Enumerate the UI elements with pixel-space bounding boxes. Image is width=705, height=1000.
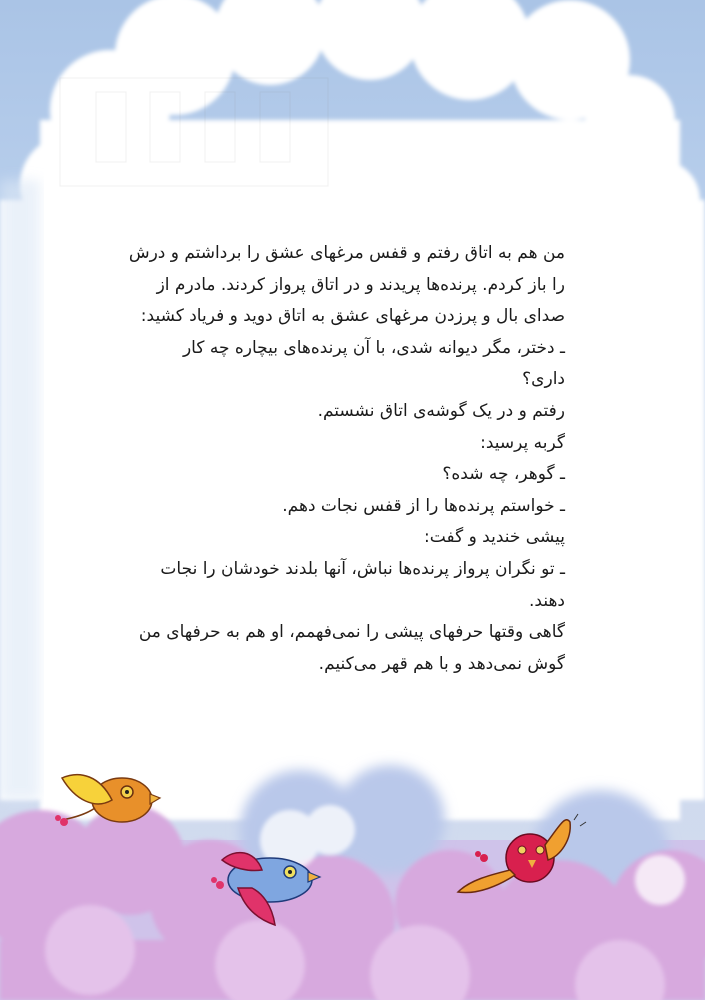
story-line: ـ دختر، مگر دیوانه شدی، با آن پرنده‌های بیچاره چه کار	[182, 337, 565, 358]
story-line: داری؟	[522, 369, 565, 390]
story-line: گوش نمی‌دهد و با هم قهر می‌کنیم.	[318, 653, 565, 674]
blue-bird-icon	[211, 853, 320, 925]
story-line: دهند.	[529, 590, 565, 611]
story-line: را باز کردم. پرنده‌ها پریدند و در اتاق پرواز کردند. مادرم از	[156, 274, 565, 295]
story-line: پیشی خندید و گفت:	[424, 527, 565, 548]
red-bird-icon	[458, 814, 586, 893]
story-line: ـ تو نگران پرواز پرنده‌ها نباش، آنها بلدند خودشان را نجات	[160, 558, 565, 579]
story-line: صدای بال و پرزدن مرغهای عشق به اتاق دوید و فریاد کشید:	[140, 306, 565, 327]
story-line: من هم به اتاق رفتم و قفس مرغهای عشق را برداشتم و درش	[128, 243, 565, 263]
story-line: ـ گوهر، چه شده؟	[442, 464, 565, 485]
story-line: گربه پرسید:	[480, 432, 565, 453]
yellow-orange-bird-icon	[55, 775, 160, 826]
story-line: ـ خواستم پرنده‌ها را از قفس نجات دهم.	[282, 495, 565, 516]
story-line: گاهی وقتها حرفهای پیشی را نمی‌فهمم، او هم به حرفهای من	[138, 622, 565, 643]
story-line: رفتم و در یک گوشه‌ی اتاق نشستم.	[317, 400, 565, 421]
